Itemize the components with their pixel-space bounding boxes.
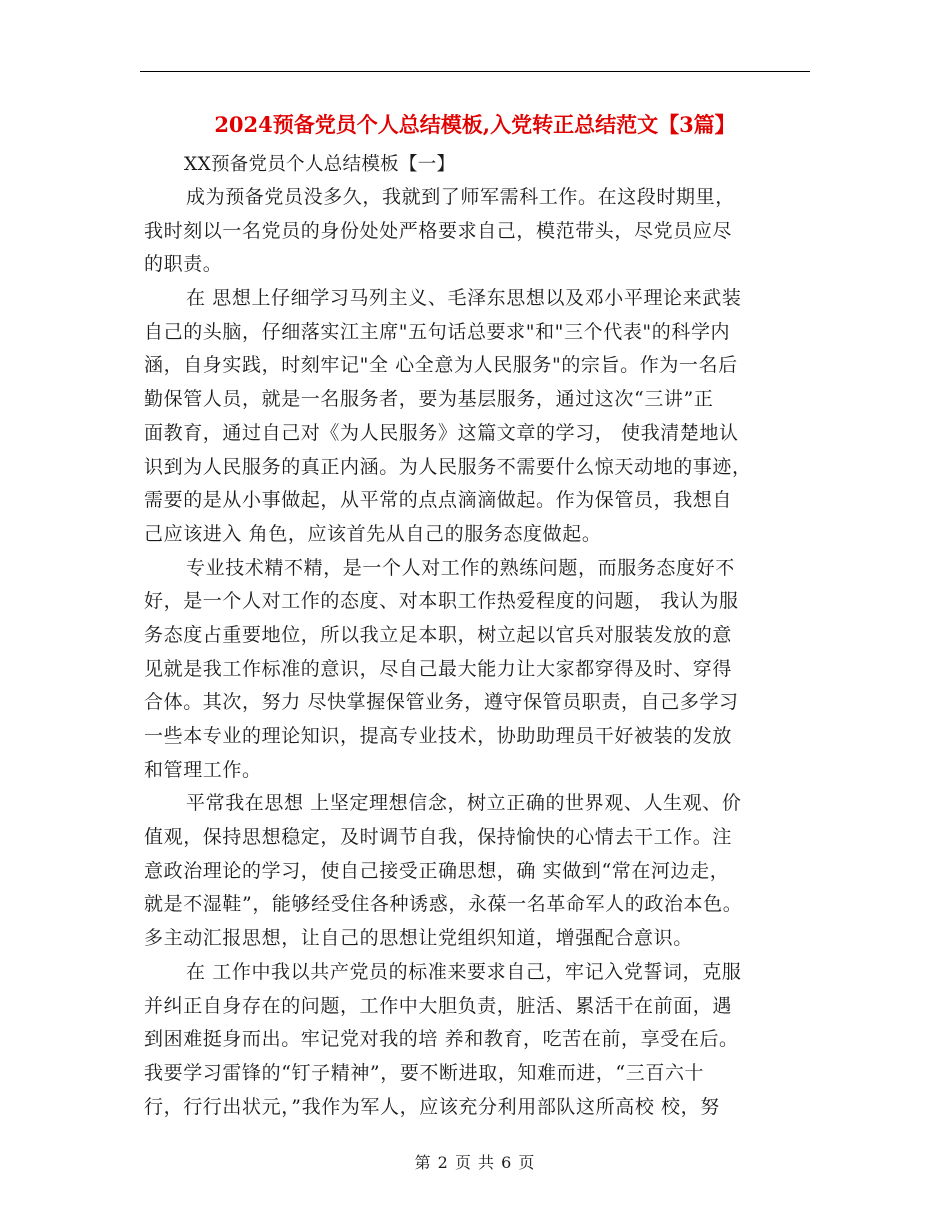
paragraph-line: 我要学习雷锋的“钉子精神”，要不断进取，知难而进，“三百六十 xyxy=(144,1061,705,1084)
paragraph-line: 自己的头脑，仔细落实江主席"五句话总要求"和"三个代表"的科学内 xyxy=(144,320,731,343)
paragraph-line: 识到为人民服务的真正内涵。为人民服务不需要什么惊天动地的事迹， xyxy=(144,455,752,478)
paragraph-line: 好，是一个人对工作的态度、对本职工作热爱程度的问题， 我认为服 xyxy=(144,590,739,613)
paragraph xyxy=(144,282,810,552)
paragraph-line: 的职责。 xyxy=(144,253,223,276)
document-title: 2024预备党员个人总结模板,入党转正总结范文【3篇】 xyxy=(214,112,736,137)
paragraph-line: 就是不湿鞋”，能够经受住各种诱惑，永葆一名革命军人的政治本色。 xyxy=(144,893,743,916)
paragraph-line: 值观，保持思想稳定，及时调节自我，保持愉快的心情去干工作。注 xyxy=(144,826,733,849)
paragraph-line: 到困难挺身而出。牢记党对我的培 养和教育，吃苦在前，享受在后。 xyxy=(144,1028,739,1051)
paragraph-line: 一些本专业的理论知识，提高专业技术，协助助理员干好被装的发放 xyxy=(144,725,733,747)
paragraph-line: 专业技术精不精，是一个人对工作的熟练问题，而服务态度好不 xyxy=(186,556,735,579)
paragraph-line: 多主动汇报思想，让自己的思想让党组织知道，增强配合意识。 xyxy=(144,927,693,950)
paragraph xyxy=(144,956,810,1124)
paragraph-list xyxy=(144,181,810,1124)
paragraph-line: 需要的是从小事做起，从平常的点点滴滴做起。作为保管员，我想自 xyxy=(144,489,733,512)
paragraph-line: 勤保管人员，就是一名服务者，要为基层服务，通过这次“三讲”正 xyxy=(144,388,714,411)
page-number: 第 2 页 共 6 页 xyxy=(414,1153,536,1172)
section-subheading: XX预备党员个人总结模板【一】 xyxy=(184,154,456,175)
paragraph-line: 面教育，通过自己对《为人民服务》这篇文章的学习， 使我清楚地认 xyxy=(144,421,739,444)
paragraph-line: 己应该进入 角色，应该首先从自己的服务态度做起。 xyxy=(144,522,602,545)
paragraph-line: 务态度占重要地位，所以我立足本职，树立起以官兵对服装发放的意 xyxy=(144,623,733,646)
paragraph-line: 在 工作中我以共产党员的标准来要求自己，牢记入党誓词，克服 xyxy=(186,960,742,983)
paragraph-line: 意政治理论的学习，使自己接受正确思想，确 实做到“常在河边走， xyxy=(144,859,730,882)
paragraph-line: 合体。其次，努力 尽快掌握保管业务，遵守保管员职责，自己多学习 xyxy=(144,691,739,714)
paragraph-line: 平常我在思想 上坚定理想信念，树立正确的世界观、人生观、价 xyxy=(186,792,742,815)
paragraph xyxy=(144,181,810,282)
paragraph xyxy=(144,787,810,955)
paragraph-line: 成为预备党员没多久，我就到了师军需科工作。在这段时期里， xyxy=(186,186,735,208)
header-rule xyxy=(140,71,810,72)
paragraph-line: 和管理工作。 xyxy=(144,758,262,781)
paragraph-line: 见就是我工作标准的意识，尽自己最大能力让大家都穿得及时、穿得 xyxy=(144,657,733,680)
paragraph-line: 在 思想上仔细学习马列主义、毛泽东思想以及邓小平理论来武装 xyxy=(186,287,742,310)
document-body xyxy=(144,148,810,1124)
paragraph xyxy=(144,552,810,788)
paragraph-line: 涵，自身实践，时刻牢记"全 心全意为人民服务"的宗旨。作为一名后 xyxy=(144,354,738,377)
paragraph-line: 我时刻以一名党员的身份处处严格要求自己，模范带头，尽党员应尽 xyxy=(144,219,733,242)
paragraph-line: 行，行行出状元，”我作为军人，应该充分利用部队这所高校 校，努 xyxy=(144,1095,720,1118)
paragraph-line: 并纠正自身存在的问题，工作中大胆负责，脏活、累活干在前面，遇 xyxy=(144,994,733,1017)
